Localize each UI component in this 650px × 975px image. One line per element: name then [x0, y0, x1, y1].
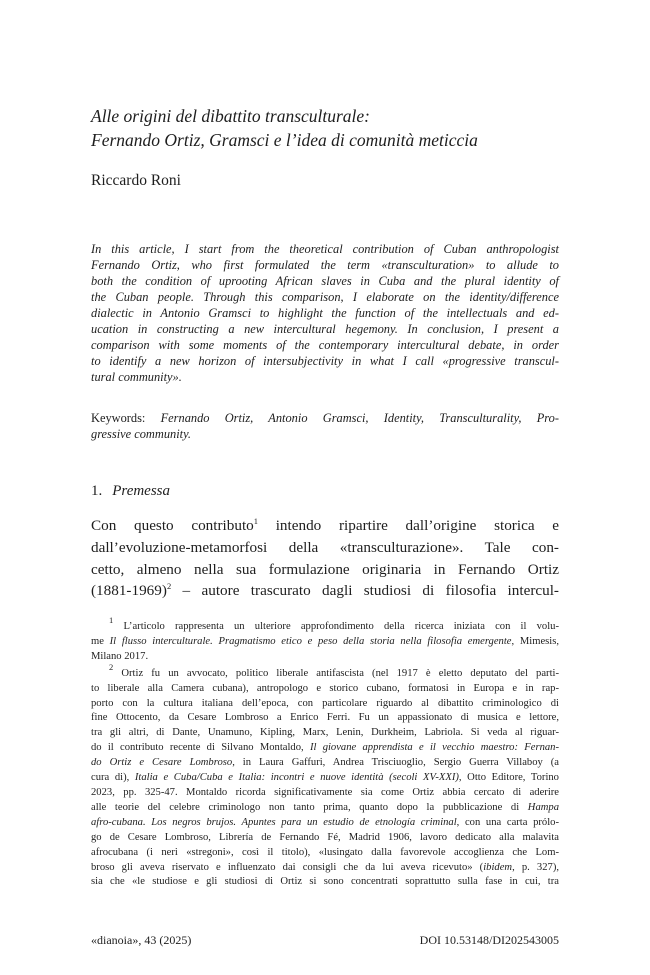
footnote-text: broso gli aveva riservato e influenzato dai consigli che da lui aveva ricevuto» (: [91, 861, 484, 873]
footnote-1: [91, 615, 559, 665]
footnote-2: [91, 661, 559, 891]
footnote-italic: Il flusso interculturale. Pragmatismo etico e peso della storia nella filosofia emergente: [109, 635, 512, 647]
footnote-ref[interactable]: 2: [166, 581, 172, 592]
footnote-text: , Otto Editore, Torino: [458, 772, 559, 784]
abstract-line: In this article, I start from the theoretical contribution of Cuban anthropologist: [91, 242, 559, 256]
keywords-line: [91, 410, 559, 426]
footnote-line: porto con la cultura italiana dell’epoca, con particolare riguardo al dibattito criminologico di: [91, 697, 559, 709]
footnote-marker: 1: [109, 615, 114, 625]
abstract-line: tural community».: [91, 370, 182, 385]
footnote-line: to liberale alla Camera cubana), antropologo e storico cubano, formatosi in Europa e in rap-: [91, 682, 559, 694]
footnote-line: [91, 771, 559, 786]
body-text-run: intendo ripartire dall’origine storica e: [258, 517, 559, 534]
footnote-text: , p. 327),: [512, 861, 559, 873]
footnote-italic: Il giovane apprendista e il vecchio maestro: Fernan-: [309, 742, 559, 754]
body-text-run: Con questo contributo: [91, 517, 254, 534]
body-line: [91, 515, 559, 537]
abstract-line: comparison with some moments of the contemporary intercultural debate, in order: [91, 338, 559, 353]
body-line: cetto, almeno nella sua formulazione originaria in Fernando Ortiz: [91, 560, 559, 578]
abstract-line: ucation in constructing a new intercultural hegemony. In conclusion, I present a: [91, 322, 559, 337]
footnote-line: tra gli altri, di Dante, Unamuno, Kipling, Marx, Lenin, Durkheim, Labriola. Si veda al riguar-: [91, 727, 559, 739]
title-line: Alle origini del dibattito transculturale:: [91, 106, 371, 126]
footnote-line: [91, 801, 559, 816]
footnote-line: sia che «le studiose e gli studiosi di Ortiz si sono concentrati soprattutto sulla fase in cui, tra: [91, 876, 559, 888]
footnote-text: , con una carta prólo-: [456, 816, 559, 828]
footnote-line: [91, 741, 559, 756]
footnote-line: 2023, pp. 325-47. Montaldo ricorda significativamente sia come Ortiz abbia cercato di aderire: [91, 786, 559, 798]
keywords-label: Keywords:: [91, 411, 146, 425]
footnote-italic: Hampa: [527, 801, 559, 813]
keywords: [91, 410, 559, 442]
body-line: dall’evoluzione-metamorfosi della «transculturazione». Tale con-: [91, 538, 559, 556]
abstract-line: to identify a new horizon of intersubjectivity in what I call «progressive transcul-: [91, 354, 559, 369]
footnote-line: [91, 615, 559, 635]
footnote-italic: do Ortiz e Cesare Lombroso: [91, 757, 233, 769]
footnote-text: do il contributo recente di Silvano Montaldo,: [91, 742, 310, 754]
doi-link[interactable]: DOI 10.53148/DI202543005: [419, 933, 559, 947]
footnote-text: me: [91, 635, 110, 647]
footnote-line: fine Ottocento, da Cesare Lombroso a Enrico Ferri. Fu un appassionato di musica e lettore,: [91, 712, 559, 724]
journal-citation: «dianoia», 43 (2025): [91, 933, 192, 947]
keywords-list: Fernando Ortiz, Antonio Gramsci, Identity, Transculturality, Pro-: [160, 411, 559, 425]
footnote-line: [91, 635, 559, 650]
footnote-line: Milano 2017.: [91, 650, 149, 662]
title-line: Fernando Ortiz, Gramsci e l’idea di comunità meticcia: [91, 130, 478, 150]
footnote-italic: afro-cubana. Los negros brujos. Apuntes para un estudio de etnología criminal: [91, 816, 457, 828]
author-name: Riccardo Roni: [91, 172, 181, 189]
body-text-run: – autore trascurato dagli studiosi di filosofia intercul-: [171, 582, 559, 600]
footnote-italic: ibidem: [483, 861, 513, 873]
abstract-line: the Cuban people. Through this comparison, I elaborate on the identity/difference: [91, 290, 559, 305]
footnote-marker: 2: [109, 661, 114, 672]
section-heading: [91, 481, 170, 501]
footnote-line: [91, 816, 559, 831]
footnotes: [91, 615, 559, 892]
footnote-line: [91, 861, 559, 876]
abstract-line: both the condition of uprooting African slaves in Cuba and the plural identity of: [91, 274, 559, 289]
body-paragraph: [91, 515, 559, 602]
keywords-list-cont: gressive community.: [91, 427, 192, 442]
footnote-text: alle teorie del celebre criminologo non tanto prima, quanto dopo la pubblicazione di: [91, 801, 528, 813]
abstract: [91, 241, 559, 385]
section-number: 1.: [91, 483, 103, 499]
footnote-text: L’articolo rappresenta un ulteriore approfondimento della ricerca iniziata con il volu-: [123, 621, 559, 632]
body-text-run: (1881-1969): [91, 582, 167, 600]
section-title: Premessa: [112, 483, 171, 499]
footnote-text: cura di),: [91, 772, 135, 784]
footnote-ref[interactable]: 1: [253, 516, 259, 526]
footnote-text: , in Laura Gaffuri, Andrea Trisciuoglio, Sergio Guerra Villaboy (a: [232, 757, 559, 769]
footnote-line: afrocubana (i neri «stregoni», così il titolo), «lusingato dalla favorevole accoglienza che Lom-: [91, 846, 559, 858]
footnote-italic: Italia e Cuba/Cuba e Italia: incontri e nuove identità (secoli XV-XXI): [134, 772, 459, 784]
footnote-text: Ortiz fu un avvocato, politico liberale antifascista (nel 1917 è eletto deputato del parti-: [121, 667, 559, 679]
footnote-text: , Mimesis,: [511, 635, 559, 647]
footnote-line: go de Cesare Lombroso, Librería de Fernando Fé, Madrid 1906, lavoro dedicato alla malavita: [91, 831, 559, 843]
article-title: [91, 104, 591, 152]
abstract-line: dialectic in Antonio Gramsci to highlight the function of the intellectuals and ed-: [91, 306, 559, 321]
abstract-line: Fernando Ortiz, who first formulated the term «transculturation» to allude to: [91, 258, 559, 273]
body-line: [91, 580, 559, 602]
footnote-line: [91, 756, 559, 771]
footnote-line: [91, 661, 559, 682]
